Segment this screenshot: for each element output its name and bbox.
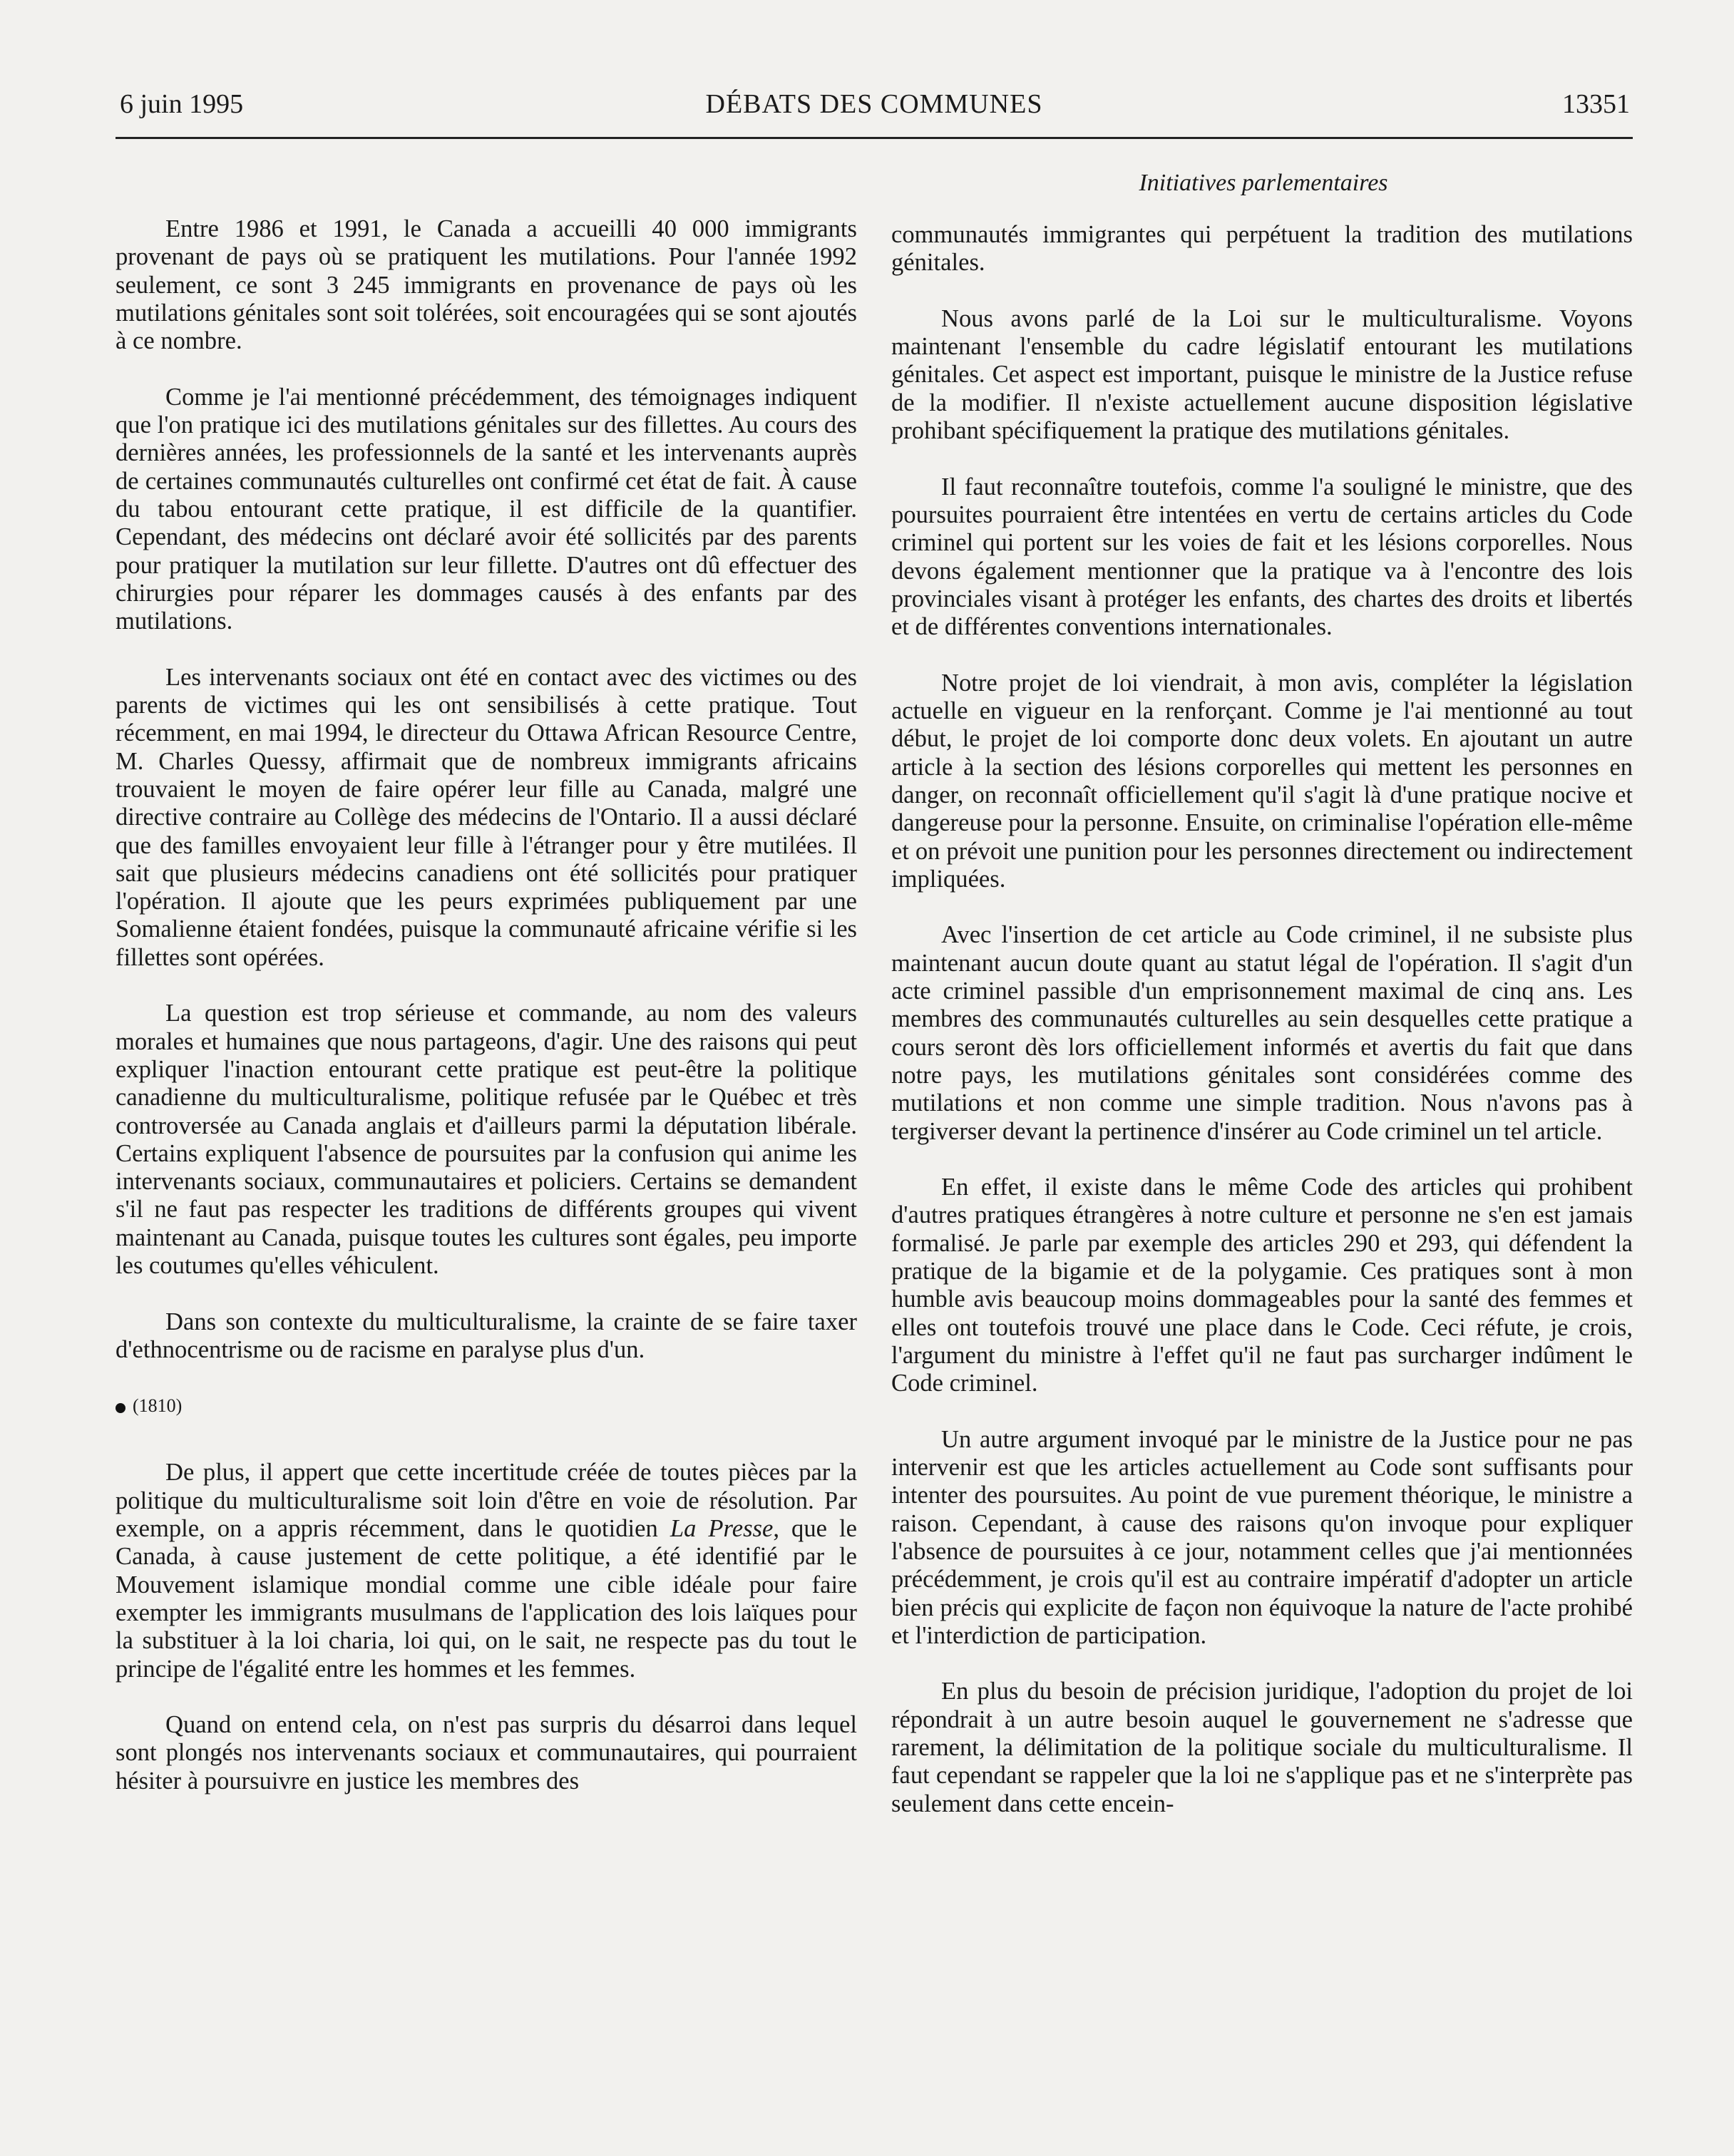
newspaper-title: La Presse: [670, 1515, 774, 1543]
page-header: [116, 84, 1633, 139]
paragraph-text: , que le Canada, à cause justement de cette politique, a été identifié par le Mouvement islamique mondial comme une cible idéale pour faire exempter les immigrants musulmans de l'application des lois laïques pour la substituer à la loi charia, loi qui, on le sait, ne respecte pas du tout le principe de l'égalité entre les hommes et les femmes.: [116, 1515, 857, 1683]
left-column: [116, 215, 857, 1795]
time-marker: [116, 1392, 857, 1420]
paragraph: La question est trop sérieuse et commande, au nom des valeurs morales et humaines que nous partageons, d'agir. Une des raisons qui peut expliquer l'inaction entourant cette pratique est peut-être la politique canadienne du multiculturalisme, politique refusée par le Québec et très controversée au Canada anglais et d'ailleurs parmi la députation libérale. Certains expliquent l'absence de poursuites par la confusion qui anime les intervenants sociaux, communautaires et policiers. Certains se demandent s'il ne faut pas respecter les traditions de différents groupes qui vivent maintenant au Canada, puisque toutes les cultures sont égales, peu importe les coutumes qu'elles véhiculent.: [116, 1000, 857, 1279]
paragraph: Avec l'insertion de cet article au Code criminel, il ne subsiste plus maintenant aucun doute quant au statut légal de l'opération. Il s'agit d'un acte criminel passible d'un emprisonnement maximal de cinq ans. Les membres des communautés culturelles au sein desquelles cette pratique a cours seront dès lors officiellement informés et avertis du fait que dans notre pays, les mutilations génitales sont considérées comme des mutilations et non comme une simple tradition. Nous n'avons pas à tergiverser devant la pertinence d'insérer au Code criminel un tel article.: [891, 921, 1633, 1145]
paragraph: Les intervenants sociaux ont été en contact avec des victimes ou des parents de victimes qui les ont sensibilisés à cette pratique. Tout récemment, en mai 1994, le directeur du Ottawa African Resource Centre, M. Charles Quessy, affirmait que de nombreux immigrants africains trouvaient le moyen de faire opérer leur fille au Canada, malgré une directive contraire au Collège des médecins de l'Ontario. Il a aussi déclaré que des familles envoyaient leur fille à l'étranger pour y être mutilées. Il sait que plusieurs médecins canadiens ont été sollicités pour pratiquer l'opération. Il ajoute que les peurs exprimées publiquement par une Somalienne étaient fondées, puisque la communauté africaine vérifie si les fillettes sont opérées.: [116, 663, 857, 971]
paragraph: Quand on entend cela, on n'est pas surpris du désarroi dans lequel sont plongés nos intervenants sociaux et communautaires, qui pourraient hésiter à poursuivre en justice les membres des: [116, 1711, 857, 1795]
paragraph: [116, 1459, 857, 1683]
paragraph: Nous avons parlé de la Loi sur le multiculturalisme. Voyons maintenant l'ensemble du cadre législatif entourant les mutilations génitales. Cet aspect est important, puisque le ministre de la Justice refuse de la modifier. Il n'existe actuellement aucune disposition législative prohibant spécifiquement la pratique des mutilations génitales.: [891, 304, 1633, 445]
header-page-number: 13351: [1562, 89, 1630, 119]
paragraph: Il faut reconnaître toutefois, comme l'a souligné le ministre, que des poursuites pourraient être intentées en vertu de certains articles du Code criminel qui portent sur les voies de fait et les lésions corporelles. Nous devons également mentionner que la pratique va à l'encontre des lois provinciales visant à protéger les enfants, des chartes des droits et libertés et de différentes conventions internationales.: [891, 473, 1633, 641]
paragraph: Notre projet de loi viendrait, à mon avis, compléter la législation actuelle en vigueur en la renforçant. Comme je l'ai mentionné au tout début, le projet de loi comporte donc deux volets. En ajoutant un autre article à la section des lésions corporelles qui mettent les personnes en danger, on reconnaît officiellement qu'il s'agit là d'une pratique nocive et dangereuse pour la personne. Ensuite, on criminalise l'opération elle-même et on prévoit une punition pour les personnes directement ou indirectement impliquées.: [891, 669, 1633, 893]
paragraph: Comme je l'ai mentionné précédemment, des témoignages indiquent que l'on pratique ici des mutilations génitales sur des fillettes. Au cours des dernières années, les professionnels de la santé et les intervenants auprès de certaines communautés culturelles ont confirmé cet état de fait. À cause du tabou entourant cette pratique, il est difficile de la quantifier. Cependant, des médecins ont déclaré avoir été sollicités par des parents pour pratiquer la mutilation sur leur fillette. D'autres ont dû effectuer des chirurgies pour réparer les dommages causés à des enfants par des mutilations.: [116, 383, 857, 635]
paragraph: En effet, il existe dans le même Code des articles qui prohibent d'autres pratiques étrangères à notre culture et personne ne s'en est jamais formalisé. Je parle par exemple des articles 290 et 293, qui défendent la pratique de la bigamie et de la polygamie. Ces pratiques sont à mon humble avis beaucoup moins dommageables pour la santé des femmes et elles ont toutefois trouvé une place dans le Code. Ceci réfute, je crois, l'argument du ministre à l'effet qu'il ne faut pas surcharger indûment le Code criminel.: [891, 1174, 1633, 1397]
time-marker-text: (1810): [133, 1395, 183, 1417]
bullet-icon: [116, 1403, 125, 1413]
right-column: [891, 221, 1633, 1818]
paragraph: Dans son contexte du multiculturalisme, la crainte de se faire taxer d'ethnocentrisme ou de racisme en paralyse plus d'un.: [116, 1308, 857, 1363]
header-title: DÉBATS DES COMMUNES: [705, 89, 1043, 119]
paragraph: Un autre argument invoqué par le ministre de la Justice pour ne pas intervenir est que les articles actuellement au Code sont suffisants pour intenter des poursuites. Au point de vue purement théorique, le ministre a raison. Cependant, à cause des raisons qu'on invoque pour expliquer l'absence de poursuites à ce jour, notamment celles que j'ai mentionnées précédemment, je crois qu'il est au contraire impératif d'adopter un article bien précis qui explicite de façon non équivoque la nature de l'acte prohibé et l'interdiction de participation.: [891, 1425, 1633, 1649]
paragraph: En plus du besoin de précision juridique, l'adoption du projet de loi répondrait à un autre besoin auquel le gouvernement ne s'adresse que rarement, la délimitation de la politique sociale du multiculturalisme. Il faut cependant se rappeler que la loi ne s'applique pas et ne s'interprète pas seulement dans cette encein-: [891, 1678, 1633, 1817]
header-date: 6 juin 1995: [120, 89, 244, 119]
paragraph-text: De plus, il appert que cette incertitude créée de toutes pièces par la politique du multiculturalisme soit loin d'être en voie de résolution. Par exemple, on a appris récemment, dans le quotidien: [116, 1459, 857, 1543]
paragraph: Entre 1986 et 1991, le Canada a accueilli 40 000 immigrants provenant de pays où se pratiquent les mutilations. Pour l'année 1992 seulement, ce sont 3 245 immigrants en provenance de pays où les mutilations génitales sont soit tolérées, soit encouragées qui se sont ajoutés à ce nombre.: [116, 215, 857, 355]
paragraph-continuation: communautés immigrantes qui perpétuent la tradition des mutilations génitales.: [891, 221, 1633, 277]
section-label: Initiatives parlementaires: [1139, 170, 1388, 196]
